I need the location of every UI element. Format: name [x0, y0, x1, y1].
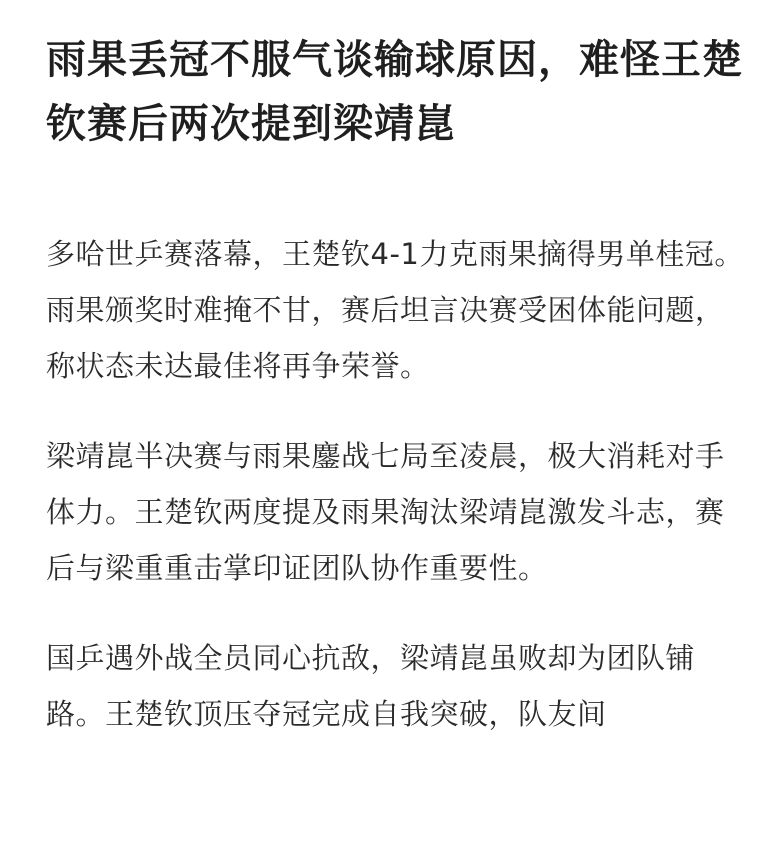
paragraph-3: 国乒遇外战全员同心抗敌，梁靖崑虽败却为团队铺路。王楚钦顶压夺冠完成自我突破，队友间: [46, 641, 696, 731]
article-title: 雨果丢冠不服气谈输球原因，难怪王楚钦赛后两次提到梁靖崑: [46, 37, 743, 147]
article-body: [46, 226, 746, 742]
paragraph-2: 梁靖崑半决赛与雨果鏖战七局至凌晨，极大消耗对手体力。王楚钦两度提及雨果淘汰梁靖崑激发斗志，赛后与梁重重击掌印证团队协作重要性。: [46, 439, 725, 585]
paragraph-1: 多哈世乒赛落幕，王楚钦4-1力克雨果摘得男单桂冠。雨果颁奖时难掩不甘，赛后坦言决赛受困体能问题，称状态未达最佳将再争荣誉。: [46, 237, 744, 383]
